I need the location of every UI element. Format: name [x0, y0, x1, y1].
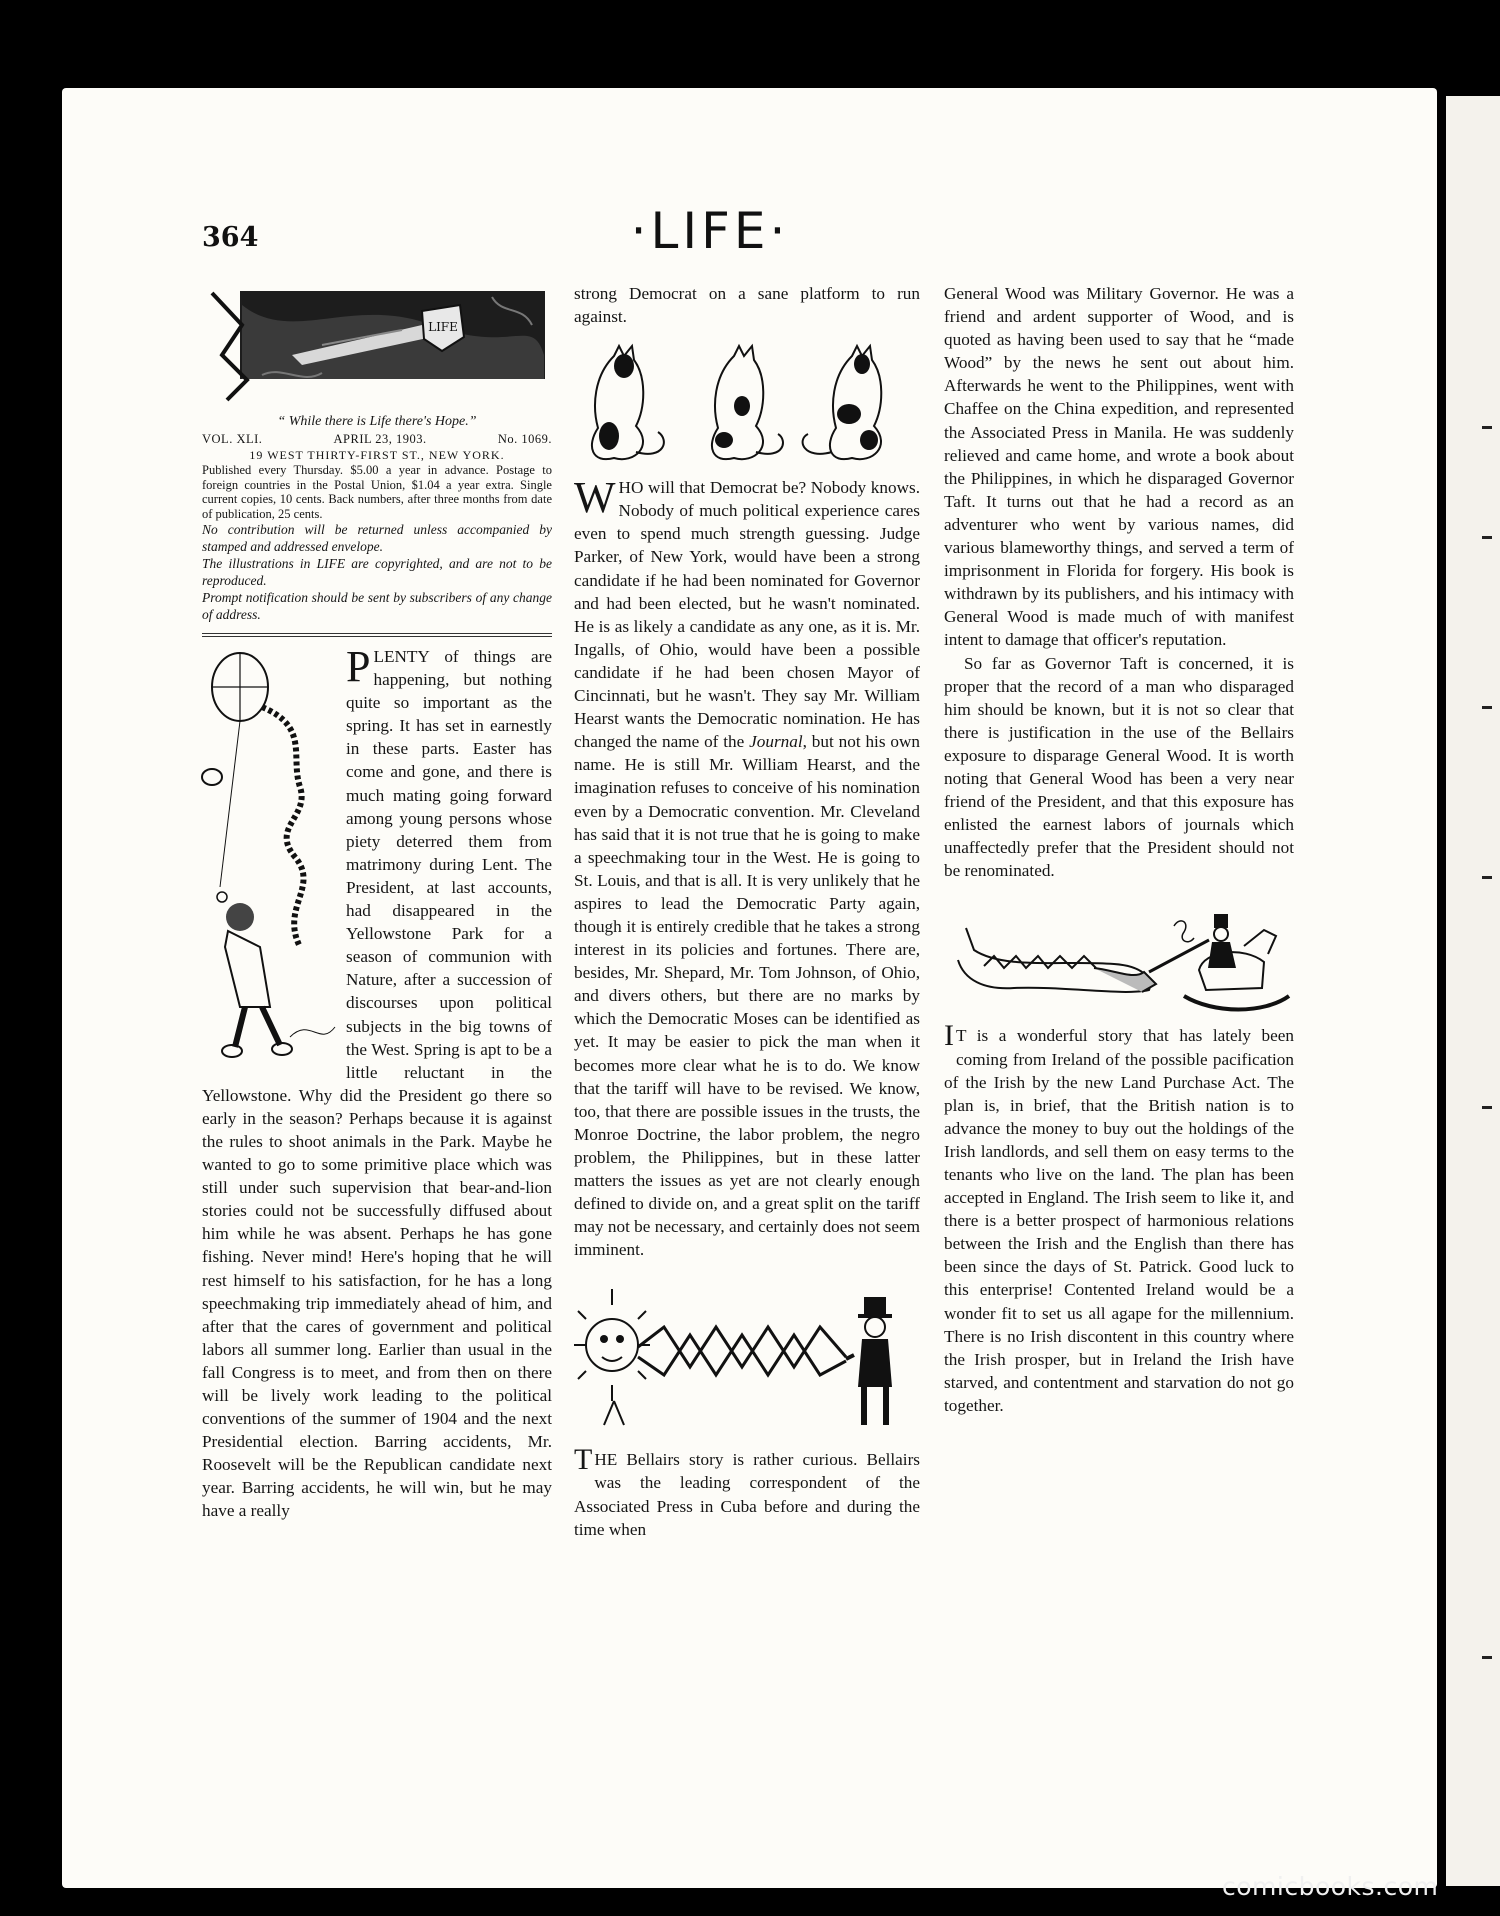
address-change-notice: Prompt notification should be sent by subscribers of any change of address.	[202, 590, 552, 622]
column-3	[944, 282, 1294, 1417]
democrat-article	[574, 473, 920, 1261]
next-page-edge	[1446, 96, 1500, 1886]
column-1	[202, 285, 552, 1523]
masthead-title: ·LIFE·	[630, 202, 790, 260]
drop-cap-i: I	[944, 1019, 954, 1053]
publication-info: Published every Thursday. $5.00 a year in advance. Postage to foreign countries in the Postal Union, $1.04 a year extra. Single current copies, 10 cents. Back numbers, after three months from date of publication, 25 cents.	[202, 463, 552, 521]
issue-number: No. 1069.	[497, 432, 552, 446]
drop-cap-t: T	[574, 1443, 593, 1477]
section-divider	[202, 633, 552, 637]
dragon-rockinghorse-illustration	[944, 910, 1294, 1020]
democrat-article-text: HO will that Democrat be? Nobody knows. Nobody of much political experience cares even to spend much strength guessing. Judge Parker, of New York, would have been a strong candidate if he had been nominated for Governor and had been elected, but he wasn't nominated. He is as likely a candidate as any one, as it is. Mr. Ingalls, of Ohio, would have been a possible candidate if he had been chosen Mayor of Cincinnati, but he wasn't. They say Mr. William Hearst wants the Democratic nomination. He has changed the name of the	[574, 478, 920, 752]
bellairs-article-continued: General Wood was Military Governor. He was a friend and ardent supporter of Wood, and is quoted as having been used to say that he “made Wood” by the news he sent out about him. Afterwards he went to the Philippines, went with Chaffee on the China expedition, and represented the Associated Press in Manila. He was suddenly relieved and came home, and wrote a book about the Philippines, in which he disparaged Governor Taft. It turns out that he had a record as an adventurer who went by various names, did various blameworthy things, and served a term of imprisonment in Florida for forgery. His book is withdrawn by its publishers, and his intimacy with General Wood is made much of with manifest intent to damage that officer's reputation.	[944, 284, 1294, 650]
drop-cap-w: W	[574, 473, 616, 523]
bellairs-article-text: HE Bellairs story is rather curious. Bellairs was the leading correspondent of the Associated Press in Cuba before and during the time when	[574, 1450, 920, 1539]
journal-title: Journal	[749, 732, 803, 752]
source-watermark: comicbooks.com	[1222, 1872, 1439, 1901]
three-cats-illustration	[574, 336, 920, 468]
page-number: 364	[202, 222, 259, 253]
masthead-banner-illustration	[202, 285, 552, 403]
ireland-article	[944, 1019, 1294, 1417]
issue-date: APRIL 23, 1903.	[333, 432, 427, 446]
sun-tongs-illustration	[574, 1275, 920, 1440]
bellairs-article	[574, 1443, 920, 1540]
taft-wood-paragraph: So far as Governor Taft is concerned, it is proper that the record of a man who disparaged him should be known, but it is not so clear that there is justification in the use of the Bellairs exposure to disparage General Wood. It is worth noting that General Wood has been a very near friend of the President, and that this exposure has enlisted the earnest labors of journals which unaffectedly prefer that the President should not be renominated.	[944, 653, 1294, 881]
democrat-article-text-end: , but not his own name. He is still Mr. William Hearst, and the imagination refuses to conceive of his nomination even by a Democratic convention. Mr. Cleveland has said that it is not true that he is going to make a speechmaking tour in the West. He is going to St. Louis, and that is all. It is very unlikely that he aspires to lead the Democratic Party again, though it is entirely credible that he takes a strong interest in its policies and fortunes. There are, besides, Mr. Shepard, Mr. Tom Johnson, of Ohio, and divers others, but there are no marks by which the Democratic Moses can be identified as yet. It may be easier to pick the man when it becomes more clear what he is to do. We know that the tariff will have to be revised. We know, too, that there are possible issues in the trusts, the Monroe Doctrine, the labor problem, the negro problem, the Philippines, but in these latter matters the issues as yet are not clearly enough defined to divide on, and a great split on the tariff may not be necessary, and certainly does not seem imminent.	[574, 732, 920, 1260]
contributions-notice: No contribution will be returned unless accompanied by stamped and addressed envelope.	[202, 522, 552, 554]
spring-article-text: LENTY of things are happening, but nothing quite so important as the spring. It has set in earnestly in these parts. Easter has come and gone, and there is much mating going forward among young persons whose piety deterred them from matrimony during Lent. The President, at last accounts, had disappeared in the Yellowstone Park for a season of communion with Nature, after a succession of discourses upon political subjects in the big towns of the West. Spring is apt to be a little reluctant in the Yellowstone. Why did the President go there so early in the season? Perhaps because it is against the rules to shoot animals in the Park. Maybe he wanted to go to some primitive place which was still under such supervision that bear-and-lion stories could not be successfully diffused about him while he was absent. Perhaps he has gone fishing. Never mind! Here's hoping that he will rest himself to his satisfaction, for he has a long speechmaking trip immediately ahead of him, and after that the cares of government and political labors all summer long. Earlier than usual in the fall Congress is to meet, and from then on there will be lively work leading to the political conventions of the summer of 1904 and the next Presidential election. Barring accidents, Mr. Roosevelt will be the Republican candidate next year. Barring accidents, he will win, but he may have a really	[202, 647, 552, 1521]
volume-line	[202, 431, 552, 447]
column-2	[574, 282, 920, 1541]
masthead-motto: “ While there is Life there's Hope.”	[277, 414, 477, 429]
banner-sign-text: LIFE	[428, 320, 458, 334]
copyright-notice: The illustrations in LIFE are copyrighted, and are not to be reproduced.	[202, 556, 552, 588]
continued-text: strong Democrat on a sane platform to run against.	[574, 284, 920, 327]
volume-number: VOL. XLI.	[202, 432, 263, 446]
drop-cap-p: P	[346, 642, 371, 691]
publisher-address: 19 WEST THIRTY-FIRST ST., NEW YORK.	[249, 448, 505, 462]
kite-boy-illustration	[200, 647, 340, 1065]
ireland-article-text: T is a wonderful story that has lately been coming from Ireland of the possible pacification of the Irish by the new Land Purchase Act. The plan is, in brief, that the British nation is to advance the money to buy out the holdings of the Irish landlords, and sell them on easy terms to the tenants who live on the land. The plan has been accepted in England. The Irish seem to like it, and there is a better prospect of harmonious relations between the Irish and the English than there has been since the days of St. Patrick. Good luck to this enterprise! Contented Ireland would be a wonder fit to set us all agape for the millennium. There is no Irish discontent in this country where the Irish prosper, but in Ireland the Irish have starved, and contentment and starvation do not go together.	[944, 1026, 1294, 1415]
